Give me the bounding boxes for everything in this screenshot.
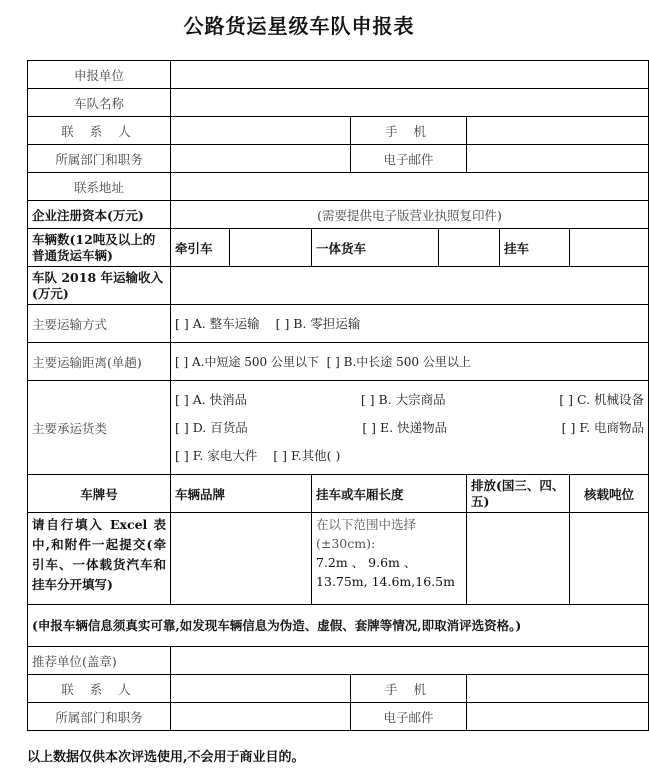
header-tonnage: 核载吨位 — [570, 475, 649, 513]
label-applicant: 申报单位 — [28, 61, 171, 89]
label-integrated-truck: 一体货车 — [312, 229, 439, 267]
disclaimer-text: (申报车辆信息须真实可靠,如发现车辆信息为伪造、虚假、套牌等情况,即取消评选资格。) — [28, 605, 649, 647]
email-field[interactable] — [467, 145, 649, 173]
label-tractor: 牵引车 — [171, 229, 230, 267]
team-name-field[interactable] — [171, 89, 649, 117]
dept-2-field[interactable] — [171, 703, 351, 731]
label-mobile: 手 机 — [351, 117, 467, 145]
form-title: 公路货运星级车队申报表 — [183, 14, 415, 38]
header-length: 挂车或车厢长度 — [312, 475, 467, 513]
mode-option-a[interactable]: [ ] A. 整车运输 — [175, 315, 260, 331]
label-email-2: 电子邮件 — [351, 703, 467, 731]
cargo-option-f-ecommerce[interactable]: [ ] F. 电商物品 — [561, 419, 645, 435]
header-plate: 车牌号 — [28, 475, 171, 513]
contact-2-field[interactable] — [171, 675, 351, 703]
footer-note: 以上数据仅供本次评选使用,不会用于商业目的。 — [27, 750, 305, 765]
label-dept: 所属部门和职务 — [28, 145, 171, 173]
address-field[interactable] — [171, 173, 649, 201]
revenue-field[interactable] — [171, 267, 649, 305]
label-email: 电子邮件 — [351, 145, 467, 173]
length-instruction: 在以下范围中选择(±30cm): — [316, 517, 417, 551]
label-team-name: 车队名称 — [28, 89, 171, 117]
contact-field[interactable] — [171, 117, 351, 145]
cargo-option-b[interactable]: [ ] B. 大宗商品 — [360, 391, 446, 407]
cargo-option-d[interactable]: [ ] D. 百货品 — [175, 419, 248, 435]
tonnage-field[interactable] — [570, 513, 649, 605]
label-recommender: 推荐单位(盖章) — [28, 647, 171, 675]
label-mobile-2: 手 机 — [351, 675, 467, 703]
excel-instruction: 请自行填入 Excel 表中,和附件一起提交(牵引车、一体载货汽车和挂车分开填写) — [28, 513, 171, 605]
cargo-option-e[interactable]: [ ] E. 快递物品 — [362, 419, 448, 435]
recommender-field[interactable] — [171, 647, 649, 675]
label-cargo: 主要承运货类 — [28, 381, 171, 475]
trailer-count-field[interactable] — [570, 229, 649, 267]
label-capital: 企业注册资本(万元) — [28, 201, 171, 229]
header-brand: 车辆品牌 — [171, 475, 312, 513]
label-dept-2: 所属部门和职务 — [28, 703, 171, 731]
label-vehicle-count: 车辆数(12吨及以上的普通货运车辆) — [28, 229, 171, 267]
label-revenue: 车队 2018 年运输收入(万元) — [28, 267, 171, 305]
dept-field[interactable] — [171, 145, 351, 173]
email-2-field[interactable] — [467, 703, 649, 731]
emission-field[interactable] — [467, 513, 570, 605]
brand-field[interactable] — [171, 513, 312, 605]
cargo-option-a[interactable]: [ ] A. 快消品 — [175, 391, 248, 407]
applicant-field[interactable] — [171, 61, 649, 89]
application-form-table — [27, 60, 649, 731]
mode-option-b[interactable]: [ ] B. 零担运输 — [275, 315, 361, 331]
tractor-count-field[interactable] — [230, 229, 312, 267]
capital-note: (需要提供电子版营业执照复印件) — [171, 201, 649, 229]
label-trailer: 挂车 — [500, 229, 570, 267]
distance-option-a[interactable]: [ ] A.中短途 500 公里以下 — [175, 354, 320, 369]
label-distance: 主要运输距离(单趟) — [28, 343, 171, 381]
mobile-field[interactable] — [467, 117, 649, 145]
label-contact: 联 系 人 — [28, 117, 171, 145]
integrated-truck-count-field[interactable] — [439, 229, 500, 267]
label-transport-mode: 主要运输方式 — [28, 305, 171, 343]
cargo-option-f-appliance[interactable]: [ ] F. 家电大件 — [175, 447, 258, 463]
label-address: 联系地址 — [28, 173, 171, 201]
label-contact-2: 联 系 人 — [28, 675, 171, 703]
length-values: 7.2m 、 9.6m 、13.75m, 14.6m,16.5m — [316, 555, 455, 589]
mobile-2-field[interactable] — [467, 675, 649, 703]
distance-option-b[interactable]: [ ] B.中长途 500 公里以上 — [326, 354, 471, 369]
cargo-option-f-other[interactable]: [ ] F.其他( ) — [273, 447, 341, 463]
header-emission: 排放(国三、四、五) — [467, 475, 570, 513]
cargo-option-c[interactable]: [ ] C. 机械设备 — [559, 391, 645, 407]
